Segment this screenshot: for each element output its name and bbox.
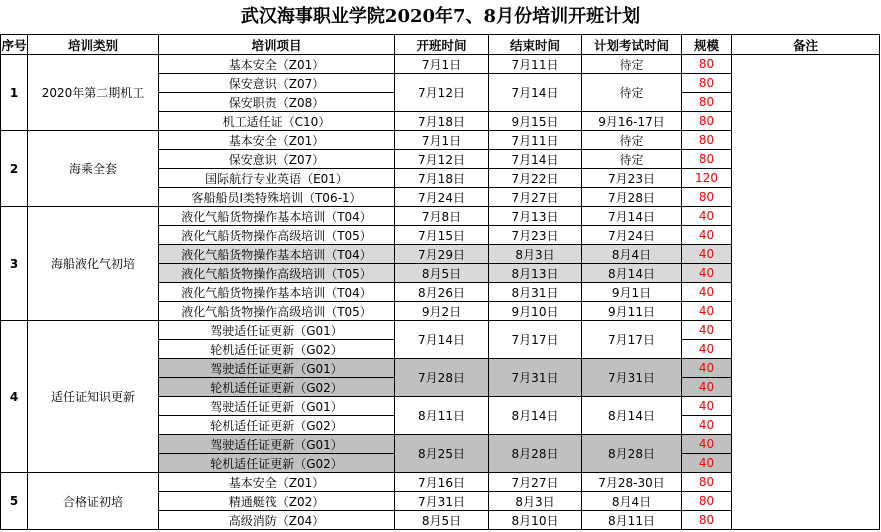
category-cell[interactable]: 合格证初培 [28,473,159,530]
size-cell[interactable]: 120 [682,169,732,188]
category-cell[interactable]: 海乘全套 [28,131,159,207]
start-cell[interactable]: 7月16日 [395,473,489,492]
exam-cell[interactable]: 9月11日 [582,302,682,321]
size-cell[interactable]: 40 [682,454,732,473]
size-cell[interactable]: 40 [682,416,732,435]
item-cell[interactable]: 轮机适任证更新（G02） [159,454,395,473]
header-start[interactable]: 开班时间 [395,35,489,55]
header-category[interactable]: 培训类别 [28,35,159,55]
exam-cell[interactable]: 7月23日 [582,169,682,188]
size-cell[interactable]: 40 [682,264,732,283]
exam-cell[interactable]: 7月28-30日 [582,473,682,492]
start-cell[interactable]: 8月26日 [395,283,489,302]
size-cell[interactable]: 80 [682,188,732,207]
size-cell[interactable]: 80 [682,131,732,150]
end-cell[interactable]: 7月14日 [489,74,582,112]
size-cell[interactable]: 40 [682,397,732,416]
group-index[interactable]: 3 [1,207,28,321]
exam-cell[interactable]: 7月17日 [582,321,682,359]
start-cell[interactable]: 7月18日 [395,169,489,188]
end-cell[interactable]: 7月23日 [489,226,582,245]
size-cell[interactable]: 80 [682,74,732,93]
exam-cell[interactable]: 待定 [582,55,682,74]
size-cell[interactable]: 40 [682,245,732,264]
exam-cell[interactable]: 8月4日 [582,492,682,511]
size-cell[interactable]: 80 [682,473,732,492]
header-end[interactable]: 结束时间 [489,35,582,55]
size-cell[interactable]: 40 [682,283,732,302]
start-cell[interactable]: 7月1日 [395,55,489,74]
start-cell[interactable]: 8月11日 [395,397,489,435]
end-cell[interactable]: 8月13日 [489,264,582,283]
end-cell[interactable]: 8月31日 [489,283,582,302]
start-cell[interactable]: 7月12日 [395,74,489,112]
start-cell[interactable]: 7月31日 [395,492,489,511]
item-cell[interactable]: 驾驶适任证更新（G01） [159,321,395,340]
exam-cell[interactable]: 8月11日 [582,511,682,530]
item-cell[interactable]: 液化气船货物操作基本培训（T04） [159,245,395,264]
group-index[interactable]: 1 [1,55,28,131]
start-cell[interactable]: 7月12日 [395,150,489,169]
exam-cell[interactable]: 9月16-17日 [582,112,682,131]
size-cell[interactable]: 80 [682,112,732,131]
header-size[interactable]: 规模 [682,35,732,55]
group-index[interactable]: 2 [1,131,28,207]
size-cell[interactable]: 80 [682,511,732,530]
exam-cell[interactable]: 待定 [582,74,682,112]
training-schedule-table [0,34,880,530]
size-cell[interactable]: 80 [682,150,732,169]
item-cell[interactable]: 轮机适任证更新（G02） [159,416,395,435]
group-index[interactable]: 4 [1,321,28,473]
notes-cell[interactable] [732,55,880,530]
end-cell[interactable]: 7月14日 [489,150,582,169]
exam-cell[interactable]: 8月14日 [582,397,682,435]
size-cell[interactable]: 40 [682,302,732,321]
exam-cell[interactable]: 8月4日 [582,245,682,264]
item-cell[interactable]: 液化气船货物操作高级培训（T05） [159,226,395,245]
start-cell[interactable]: 7月15日 [395,226,489,245]
end-cell[interactable]: 7月11日 [489,131,582,150]
item-cell[interactable]: 客船船员Ⅰ类特殊培训（T06-1） [159,188,395,207]
item-cell[interactable]: 高级消防（Z04） [159,511,395,530]
end-cell[interactable]: 7月31日 [489,359,582,397]
end-cell[interactable]: 8月28日 [489,435,582,473]
size-cell[interactable]: 40 [682,378,732,397]
category-cell[interactable]: 2020年第二期机工 [28,55,159,131]
item-cell[interactable]: 液化气船货物操作基本培训（T04） [159,283,395,302]
end-cell[interactable]: 8月10日 [489,511,582,530]
exam-cell[interactable]: 待定 [582,150,682,169]
header-item[interactable]: 培训项目 [159,35,395,55]
end-cell[interactable]: 7月22日 [489,169,582,188]
end-cell[interactable]: 8月3日 [489,245,582,264]
exam-cell[interactable]: 7月28日 [582,188,682,207]
item-cell[interactable]: 保安意识（Z07） [159,74,395,93]
item-cell[interactable]: 保安意识（Z07） [159,150,395,169]
exam-cell[interactable]: 7月14日 [582,207,682,226]
start-cell[interactable]: 7月14日 [395,321,489,359]
item-cell[interactable]: 国际航行专业英语（E01） [159,169,395,188]
start-cell[interactable]: 8月5日 [395,264,489,283]
item-cell[interactable]: 液化气船货物操作基本培训（T04） [159,207,395,226]
end-cell[interactable]: 9月10日 [489,302,582,321]
sheet-title: 武汉海事职业学院2020年7、8月份培训开班计划 [240,6,641,27]
exam-cell[interactable]: 8月28日 [582,435,682,473]
start-cell[interactable]: 7月29日 [395,245,489,264]
category-cell[interactable]: 海船液化气初培 [28,207,159,321]
exam-cell[interactable]: 9月1日 [582,283,682,302]
category-cell[interactable]: 适任证知识更新 [28,321,159,473]
size-cell[interactable]: 80 [682,55,732,74]
start-cell[interactable]: 8月5日 [395,511,489,530]
size-cell[interactable]: 80 [682,93,732,112]
size-cell[interactable]: 40 [682,226,732,245]
group-index[interactable]: 5 [1,473,28,530]
end-cell[interactable]: 7月27日 [489,188,582,207]
item-cell[interactable]: 液化气船货物操作高级培训（T05） [159,264,395,283]
start-cell[interactable]: 9月2日 [395,302,489,321]
start-cell[interactable]: 7月18日 [395,112,489,131]
exam-cell[interactable]: 7月31日 [582,359,682,397]
start-cell[interactable]: 7月8日 [395,207,489,226]
size-cell[interactable]: 40 [682,359,732,378]
size-cell[interactable]: 40 [682,207,732,226]
header-exam[interactable]: 计划考试时间 [582,35,682,55]
item-cell[interactable]: 轮机适任证更新（G02） [159,378,395,397]
item-cell[interactable]: 基本安全（Z01） [159,55,395,74]
size-cell[interactable]: 40 [682,340,732,359]
exam-cell[interactable]: 7月24日 [582,226,682,245]
size-cell[interactable]: 40 [682,435,732,454]
table-row [1,55,880,74]
end-cell[interactable]: 8月14日 [489,397,582,435]
item-cell[interactable]: 基本安全（Z01） [159,473,395,492]
end-cell[interactable]: 7月11日 [489,55,582,74]
item-cell[interactable]: 驾驶适任证更新（G01） [159,397,395,416]
size-cell[interactable]: 40 [682,321,732,340]
header-notes[interactable]: 备注 [732,35,880,55]
size-cell[interactable]: 80 [682,492,732,511]
item-cell[interactable]: 驾驶适任证更新（G01） [159,435,395,454]
start-cell[interactable]: 8月25日 [395,435,489,473]
item-cell[interactable]: 基本安全（Z01） [159,131,395,150]
exam-cell[interactable]: 待定 [582,131,682,150]
item-cell[interactable]: 保安职责（Z08） [159,93,395,112]
start-cell[interactable]: 7月28日 [395,359,489,397]
item-cell[interactable]: 液化气船货物操作高级培训（T05） [159,302,395,321]
end-cell[interactable]: 8月3日 [489,492,582,511]
end-cell[interactable]: 9月15日 [489,112,582,131]
item-cell[interactable]: 机工适任证（C10） [159,112,395,131]
start-cell[interactable]: 7月24日 [395,188,489,207]
item-cell[interactable]: 驾驶适任证更新（G01） [159,359,395,378]
item-cell[interactable]: 轮机适任证更新（G02） [159,340,395,359]
exam-cell[interactable]: 8月14日 [582,264,682,283]
header-index[interactable]: 序号 [1,35,28,55]
start-cell[interactable]: 7月1日 [395,131,489,150]
end-cell[interactable]: 7月13日 [489,207,582,226]
end-cell[interactable]: 7月17日 [489,321,582,359]
item-cell[interactable]: 精通艇筏（Z02） [159,492,395,511]
header-row [1,35,880,55]
end-cell[interactable]: 7月27日 [489,473,582,492]
